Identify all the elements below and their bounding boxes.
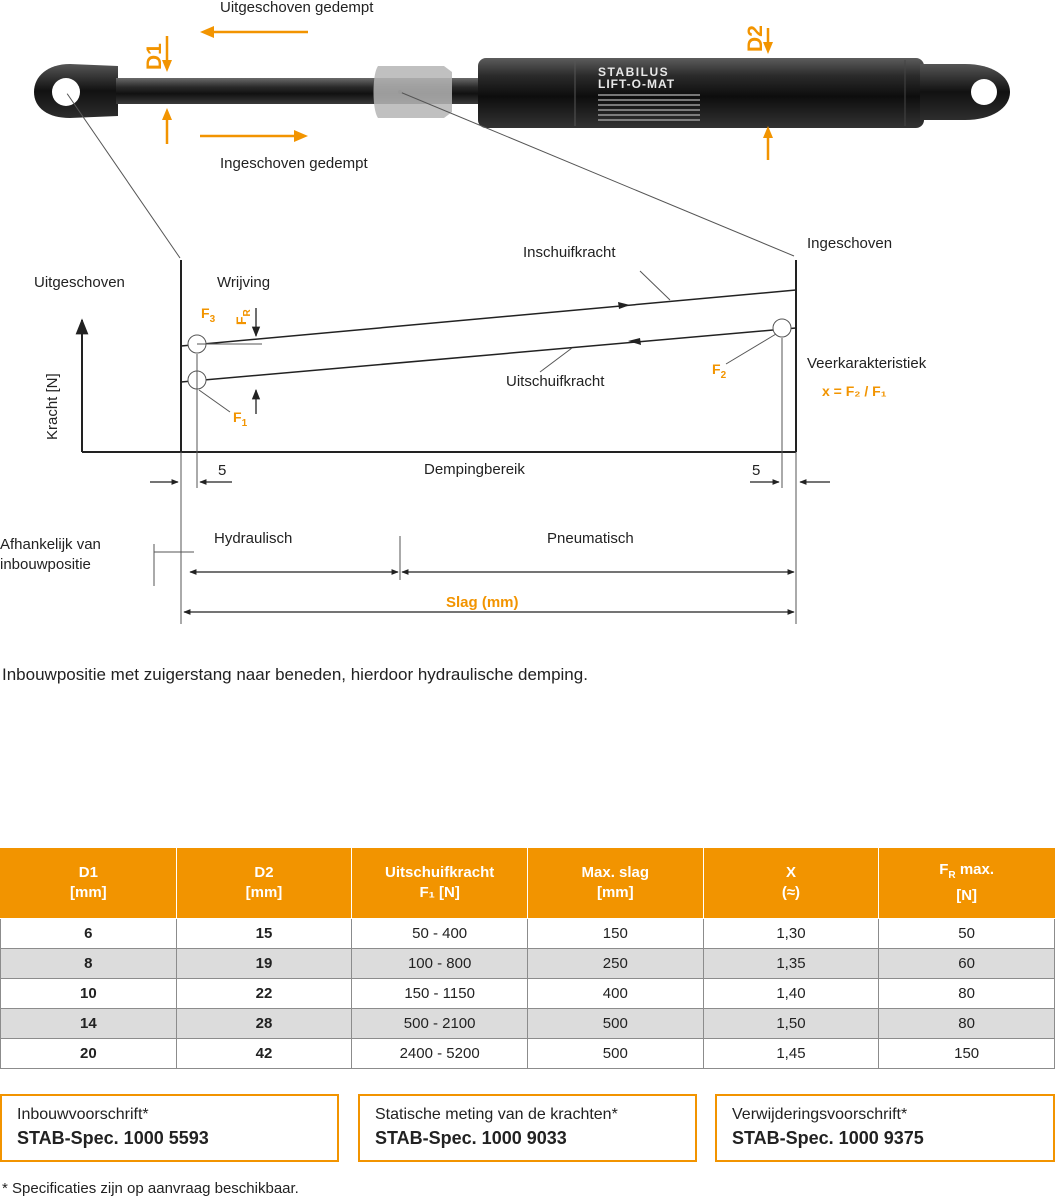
label-friction: Wrijving xyxy=(217,274,271,291)
table-cell: 400 xyxy=(527,979,703,1009)
table-row xyxy=(1,979,1055,1009)
spec-box-number: STAB-Spec. 1000 9375 xyxy=(732,1128,924,1148)
spec-box-installation xyxy=(0,1094,339,1162)
label-fr: $F_R$ xyxy=(233,309,253,325)
label-retracted: Ingeschoven xyxy=(807,235,893,252)
header-d1: D1 [mm] xyxy=(1,848,177,919)
label-depends-2: inbouwpositie xyxy=(0,556,91,573)
piston-seal xyxy=(374,66,453,118)
spec-box-number: STAB-Spec. 1000 5593 xyxy=(17,1128,209,1148)
table-cell: 1,30 xyxy=(703,919,879,949)
table-cell: 150 xyxy=(527,919,703,949)
label-extension-force: Uitschuifkracht xyxy=(506,373,605,390)
spec-table xyxy=(0,848,1055,1069)
spec-box-static-measurement xyxy=(358,1094,697,1162)
table-cell: 28 xyxy=(176,1009,352,1039)
footnote: * Specificaties zijn op aanvraag beschikbaar. xyxy=(2,1180,299,1197)
label-f1: $F_1$ xyxy=(233,409,248,429)
spec-box-title: Inbouwvoorschrift* xyxy=(17,1106,149,1123)
table-cell: 8 xyxy=(1,949,177,979)
label-extended-damped: Uitgeschoven gedempt xyxy=(220,0,374,16)
table-cell: 19 xyxy=(176,949,352,979)
header-max-stroke: Max. slag [mm] xyxy=(527,848,703,919)
table-cell: 500 xyxy=(527,1009,703,1039)
table-cell: 150 xyxy=(879,1039,1055,1069)
extension-force-line xyxy=(181,328,796,382)
label-depends-1: Afhankelijk van xyxy=(0,536,101,553)
push-force-line xyxy=(181,290,796,346)
spec-box-number: STAB-Spec. 1000 9033 xyxy=(375,1128,567,1148)
label-stroke: Slag (mm) xyxy=(446,594,519,611)
table-cell: 80 xyxy=(879,979,1055,1009)
force-chart xyxy=(82,260,796,488)
table-cell: 20 xyxy=(1,1039,177,1069)
table-cell: 150 - 1150 xyxy=(352,979,528,1009)
label-five-right: 5 xyxy=(752,462,761,479)
label-push-force: Inschuifkracht xyxy=(523,244,616,261)
table-cell: 1,35 xyxy=(703,949,879,979)
brand-text: STABILUS xyxy=(598,65,670,79)
label-extended: Uitgeschoven xyxy=(34,274,125,291)
table-cell: 80 xyxy=(879,1009,1055,1039)
label-f2: $F_2$ xyxy=(712,361,727,381)
header-extension-force: Uitschuifkracht F₁ [N] xyxy=(352,848,528,919)
table-cell: 60 xyxy=(879,949,1055,979)
table-cell: 1,40 xyxy=(703,979,879,1009)
label-pneumatic: Pneumatisch xyxy=(547,530,634,547)
header-fr-max: $F_R$ max. [N] xyxy=(879,848,1055,919)
table-cell: 1,50 xyxy=(703,1009,879,1039)
table-cell: 6 xyxy=(1,919,177,949)
label-retracted-damped: Ingeschoven gedempt xyxy=(220,155,368,172)
spec-box-title: Statische meting van de krachten* xyxy=(375,1106,618,1123)
table-header-row xyxy=(1,848,1055,919)
spec-box-disposal xyxy=(715,1094,1055,1162)
pressure-tube xyxy=(478,58,924,128)
table-row xyxy=(1,919,1055,949)
label-five-left: 5 xyxy=(218,462,227,479)
table-cell: 50 - 400 xyxy=(352,919,528,949)
model-text: LIFT-O-MAT xyxy=(598,77,676,91)
installation-caption: Inbouwpositie met zuigerstang naar beneden, hierdoor hydraulische demping. xyxy=(2,665,588,684)
label-force-axis: Kracht [N] xyxy=(44,373,61,440)
gas-spring-illustration xyxy=(34,58,1010,128)
table-cell: 42 xyxy=(176,1039,352,1069)
right-eye-hole xyxy=(971,79,997,105)
spec-box-title: Verwijderingsvoorschrift* xyxy=(732,1106,908,1123)
label-d2: D2 xyxy=(744,25,767,52)
table-cell: 50 xyxy=(879,919,1055,949)
connector-left xyxy=(66,92,180,258)
table-cell: 100 - 800 xyxy=(352,949,528,979)
table-cell: 500 xyxy=(527,1039,703,1069)
label-hydraulic: Hydraulisch xyxy=(214,530,293,547)
label-spring-characteristic: Veerkarakteristiek xyxy=(807,355,927,372)
table-cell: 500 - 2100 xyxy=(352,1009,528,1039)
header-x: X (≈) xyxy=(703,848,879,919)
label-f3: $F_3$ xyxy=(201,305,216,325)
label-damping-range: Dempingbereik xyxy=(424,461,525,478)
label-formula: x = F₂ / F₁ xyxy=(822,383,887,399)
table-row xyxy=(1,949,1055,979)
table-cell: 14 xyxy=(1,1009,177,1039)
table-cell: 2400 - 5200 xyxy=(352,1039,528,1069)
table-cell: 22 xyxy=(176,979,352,1009)
label-d1: D1 xyxy=(143,43,166,70)
header-d2: D2 [mm] xyxy=(176,848,352,919)
table-cell: 1,45 xyxy=(703,1039,879,1069)
table-cell: 10 xyxy=(1,979,177,1009)
table-cell: 250 xyxy=(527,949,703,979)
table-row xyxy=(1,1039,1055,1069)
table-row xyxy=(1,1009,1055,1039)
table-cell: 15 xyxy=(176,919,352,949)
